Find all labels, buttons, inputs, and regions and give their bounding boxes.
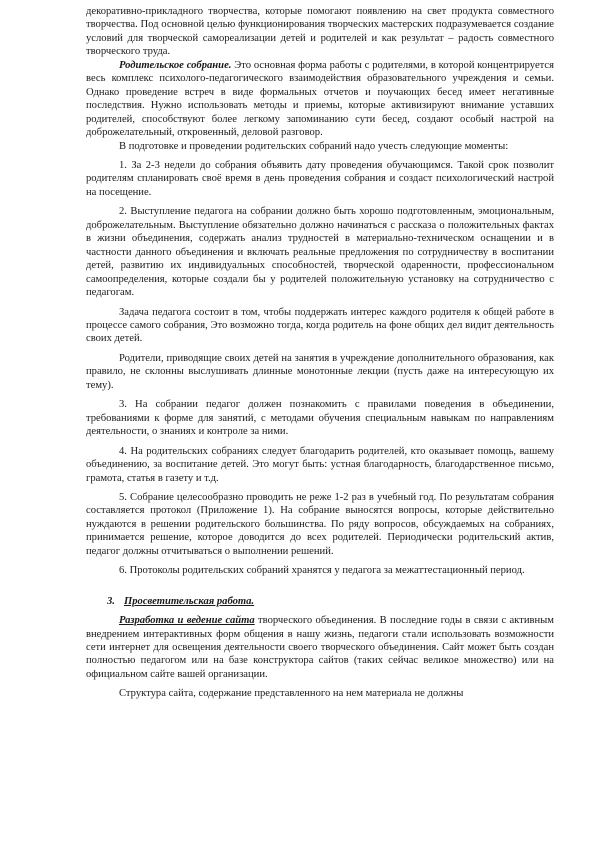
section-heading-title: Просветительская работа. [124, 595, 255, 607]
paragraph-website [86, 614, 554, 681]
list-item-1: 1. За 2-3 недели до собрания объявить дату проведения обучающимся. Такой срок позволит родителям спланировать своё время в день проведения собрания и создаст психологический настрой на посещение. [86, 159, 554, 198]
paragraph-site-structure: Структура сайта, содержание представленного на нем материала не должны [119, 688, 464, 700]
paragraph-website-text: творческого объединения. В последние годы в связи с активным внедрением интерактивных форм общения в нашу жизнь, педагоги стали использовать возможности сети интернет для освещения деятельности своего творческого объединения. Сайт может быть создан полностью педагогом или на базе конструктора сайтов (таких сейчас великое множество) или на официальном сайте вашей организации. [86, 615, 554, 680]
paragraph-preparation-intro: В подготовке и проведении родительских собраний надо учесть следующие моменты: [119, 140, 509, 152]
document-body [86, 5, 554, 701]
list-item-2: 2. Выступление педагога на собрании должно быть хорошо подготовленным, эмоциональным, доброжелательным. Выступление обязательно должно начинаться с рассказа о положительных фактах в жизни объединения, содержать анализ трудностей в материально-техническом оснащении и в частности данного объединения и включать реальные предложения по сотрудничеству в воспитании детей, развитию их индивидуальных способностей, творческой одаренности, профессиональном самоопределения, которые создали бы у родителей положительную установку на сотрудничество с педагогам. [86, 206, 554, 299]
paragraph-workshops-end: декоративно-прикладного творчества, которые помогают появлению на свет продукта совместного творчества. Под основной целью функционирования творческих мастерских подразумевается создание условий для творческой самореализации детей и родителей и как результат – радость совместного творческого труда. [86, 6, 554, 58]
section-heading-number: 3. [107, 595, 115, 607]
list-item-6: 6. Протоколы родительских собраний хранятся у педагога за межаттестационный период. [119, 565, 525, 577]
list-item-5: 5. Собрание целесообразно проводить не реже 1-2 раз в учебный год. По результатам собрания составляется протокол (Приложение 1). На собрание выносятся вопросы, которые действительно нуждаются в решении родительского большинства. По ряду вопросов, обсуждаемых на собраниях, принимается решение, которое доводится до всех родителей. Периодически родительский актив, педагог должны отчитываться о выполнении решений. [86, 491, 554, 557]
list-item-4: 4. На родительских собраниях следует благодарить родителей, кто оказывает помощь, вашему объединению, за воспитание детей. Это могут быть: устная благодарность, благодарственное письмо, грамота, статья в газету и т.д. [86, 445, 554, 484]
section-heading-educational-work [86, 595, 554, 608]
paragraph-parent-meeting-text: Это основная форма работы с родителями, в которой концентрируется весь комплекс психолого-педагогического взаимодействия образовательного учреждения и семьи. Однако проведение встреч в виде формальных отчетов и поучающих бесед имеет негативные последствия. Нужно использовать методы и приемы, которые активизируют внимание уставших родителей, способствуют более легкому запоминанию сути бесед, создают особый настрой на доброжелательный, откровенный, деловой разговор. [86, 59, 554, 139]
term-website: Разработка и ведение сайта [119, 615, 255, 627]
list-item-3: 3. На собрании педагог должен познакомить с правилами поведения в объединении, требованиями к форме для занятий, с методами обучения специальным навыкам по направлениям деятельности, о знаниях и контроле за ними. [86, 399, 554, 438]
paragraph-parents-lectures: Родители, приводящие своих детей на занятия в учреждение дополнительного образования, как правило, не склонны выслушивать длинные монотонные лекции (пусть даже на интересующую их тему). [86, 352, 554, 391]
paragraph-teacher-task: Задача педагога состоит в том, чтобы поддержать интерес каждого родителя к общей работе в процессе самого собрания, Это возможно тогда, когда родитель на фоне общих дел видит деятельность своих детей. [86, 306, 554, 345]
paragraph-parent-meeting [86, 59, 554, 140]
term-parent-meeting: Родительское собрание. [119, 59, 232, 71]
